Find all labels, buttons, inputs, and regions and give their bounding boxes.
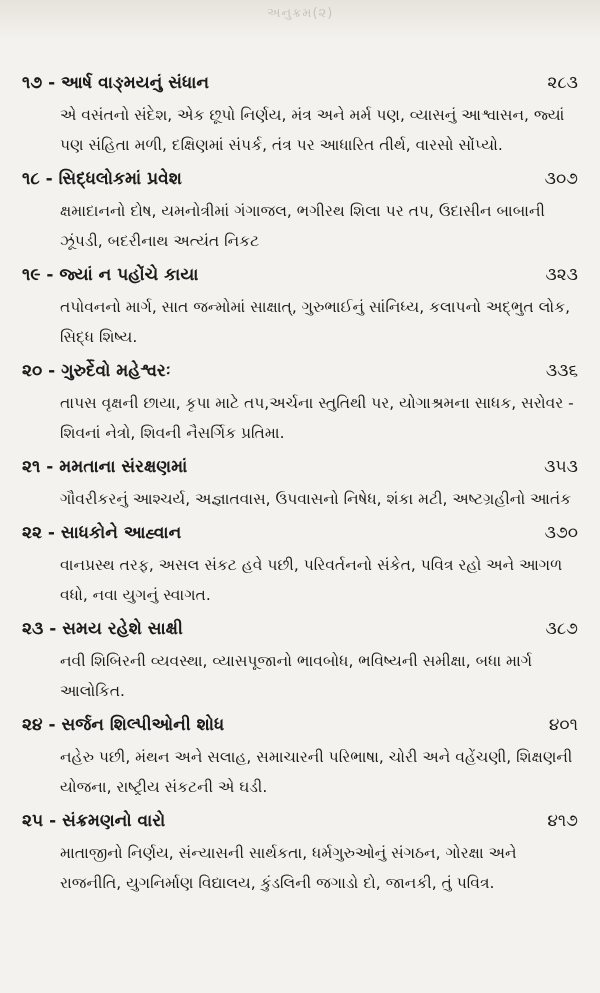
chapter-summary: નવી શિબિરની વ્યવસ્થા, વ્યાસપૂજાનો ભાવબોધ, ભવિષ્યની સમીક્ષા, બધા માર્ગ આલોકિત. [60,652,533,700]
toc-entry [22,450,582,514]
chapter-number: ૧૯ [22,265,41,285]
chapter-summary: માતાજીનો નિર્ણય, સંન્યાસની સાર્થકતા, ધર્મગુરુઓનું સંગઠન, ગોરક્ષા અને રાજનીતિ, યુગનિર્માણ વિદ્યાલય, કુંડલિની જગાડો દો, જાનકી, તું પવિત્ર. [60,844,517,892]
running-header: અનુક્રમ(૨) [266,6,334,21]
toc-entry-heading [22,612,582,646]
toc-entry [22,804,582,898]
chapter-summary: તાપસ વૃક્ષની છાયા, કૃપા માટે તપ,અર્ચના સ્તુતિથી પર, યોગાશ્રમના સાધક, સરોવર - શિવનાં નેત્રો, શિવની નૈસર્ગિક પ્રતિમા. [60,394,574,442]
toc-entry [22,516,582,610]
chapter-page-number: ૩૫૩ [544,457,578,477]
chapter-number: ૨૩ [22,619,44,639]
chapter-page-number: ૩૩૬ [545,361,578,381]
chapter-title: આર્ષ વાઙ્મયનું સંધાન [61,73,210,93]
chapter-number: ૨૨ [22,523,42,543]
chapter-number: ૨૪ [22,715,43,735]
chapter-page-number: ૩૮૭ [545,619,578,639]
chapter-summary: તપોવનનો માર્ગ, સાત જન્મોમાં સાક્ષાત્, ગુરુભાઈનું સાંનિધ્ય, કલાપનો અદ્ભુત લોક, સિદ્ધ શિષ્ય. [60,298,571,346]
chapter-number: ૨૫ [22,811,44,831]
toc-entry-title-line: ૨૦ - ગુરુર્દેવો મહેશ્વરઃ [22,361,171,381]
chapter-page-number: ૪૧૭ [547,811,578,831]
toc-entry-heading [22,516,582,550]
toc-entry [22,258,582,352]
toc-entry-title-line: ૨૫ - સંક્રમણનો વારો [22,811,166,831]
toc-entry-title-line: ૨૪ - સર્જન શિલ્પીઓની શોધ [22,715,225,735]
chapter-summary: વાનપ્રસ્થ તરફ, અસલ સંકટ હવે પછી, પરિવર્તનનો સંકેત, પવિત્ર રહો અને આગળ વધો, નવા યુગનું સ્વાગત. [60,556,563,604]
toc-entry-heading [22,162,582,196]
toc-entry-title-line: ૨૩ - સમય રહેશે સાક્ષી [22,619,183,639]
toc-entry-heading [22,708,582,742]
chapter-summary: એ વસંતનો સંદેશ, એક છૂપો નિર્ણય, મંત્ર અને મર્મ પણ, વ્યાસનું આશ્વાસન, જ્યાં પણ સંહિતા મળી, દક્ષિણમાં સંપર્ક, તંત્ર પર આધારિત તીર્થ, વારસો સોંપ્યો. [60,106,565,154]
chapter-title: સિદ્ધલોકમાં પ્રવેશ [58,169,182,189]
chapter-summary: ક્ષમાદાનનો દોષ, યમનોત્રીમાં ગંગાજલ, ભગીરથ શિલા પર તપ, ઉદાસીન બાબાની ઝૂંપડી, બદરીનાથ અત્યંત નિકટ [60,202,545,250]
chapter-title: જ્યાં ન પહોંચે કાયા [59,265,199,285]
chapter-page-number: ૩૭૦ [544,523,578,543]
toc-entry-title-line: ૨૧ - મમતાના સંરક્ષણમાં [22,457,188,477]
toc-entry-heading [22,66,582,100]
chapter-number: ૧૭ [22,73,43,93]
chapter-title: મમતાના સંરક્ષણમાં [59,457,188,477]
toc-entry [22,708,582,802]
toc-entry [22,66,582,160]
chapter-page-number: ૩૦૭ [544,169,578,189]
toc-entry-heading [22,450,582,484]
toc-entry-title-line: ૧૭ - આર્ષ વાઙ્મયનું સંધાન [22,73,210,93]
toc-entry [22,354,582,448]
chapter-page-number: ૨૮૩ [547,73,578,93]
toc-entry-heading [22,354,582,388]
chapter-page-number: ૪૦૧ [548,715,578,735]
chapter-page-number: ૩૨૩ [545,265,578,285]
toc-entry-heading [22,804,582,838]
toc-entry-title-line: ૨૨ - સાધકોને આહ્વાન [22,523,182,543]
toc-entry [22,162,582,256]
chapter-number: ૨૧ [22,457,41,477]
chapter-number: ૨૦ [22,361,43,381]
table-of-contents [22,66,582,900]
toc-entry-title-line: ૧૮ - સિદ્ધલોકમાં પ્રવેશ [22,169,182,189]
chapter-title: સર્જન શિલ્પીઓની શોધ [61,715,225,735]
chapter-title: સાધકોને આહ્વાન [60,523,182,543]
chapter-title: ગુરુર્દેવો મહેશ્વરઃ [61,361,171,381]
chapter-title: સમય રહેશે સાક્ષી [62,619,183,639]
chapter-summary: નહેરુ પછી, મંથન અને સલાહ, સમાચારની પરિભાષા, ચોરી અને વહેંચણી, શિક્ષણની યોજના, રાષ્ટ્રીય સંકટની એ ઘડી. [60,748,573,796]
toc-entry-heading [22,258,582,292]
chapter-summary: ગૌવરીકરનું આશ્ચર્ય, અજ્ઞાતવાસ, ઉપવાસનો નિષેધ, શંકા મટી, અષ્ટગ્રહીનો આતંક [60,490,572,508]
chapter-number: ૧૮ [22,169,40,189]
toc-entry [22,612,582,706]
chapter-title: સંક્રમણનો વારો [62,811,166,831]
toc-entry-title-line: ૧૯ - જ્યાં ન પહોંચે કાયા [22,265,199,285]
